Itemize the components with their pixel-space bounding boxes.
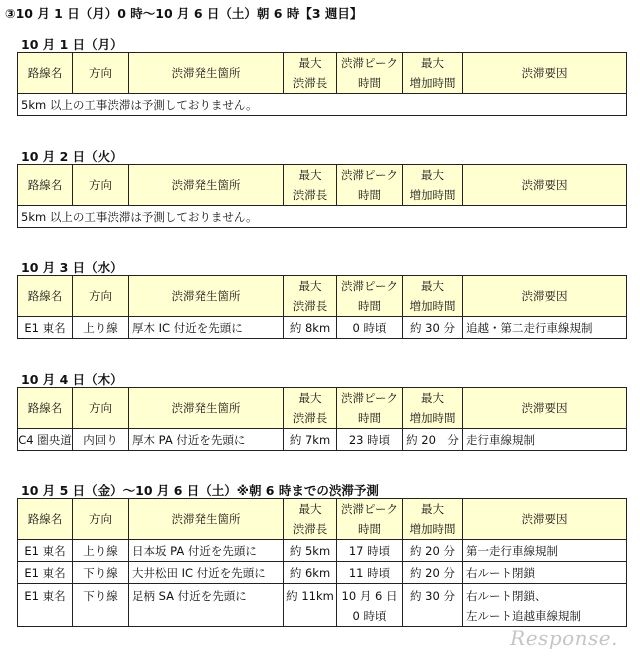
section-title: 10 月 2 日（火） [21,149,123,164]
header-location: 渋滞発生箇所 [129,388,284,429]
header-max-increase-line: 増加時間 [409,76,456,90]
cell-route: E1 東名 [18,584,73,627]
header-max-increase-line: 増加時間 [409,299,456,313]
header-max-increase-line: 最大 [421,502,444,516]
header-route: 路線名 [18,165,73,206]
header-peak-time-line: 渋滞ピーク [340,168,399,182]
header-max-increase-line: 最大 [421,168,444,182]
congestion-table [17,275,627,339]
cell-location: 厚木 IC 付近を先頭に [129,317,284,339]
congestion-table [17,498,627,627]
header-route: 路線名 [18,388,73,429]
cell-direction: 下り線 [73,584,129,627]
header-max-increase-line: 増加時間 [409,522,456,536]
header-max-increase [403,53,463,94]
header-peak-time-line: 時間 [358,188,381,202]
header-max-increase [403,276,463,317]
cell-peak-time: 0 時頃 [337,317,403,339]
cell-cause-line: 左ルート追越車線規制 [466,609,581,623]
table-header-row [18,388,627,429]
header-direction: 方向 [73,276,129,317]
cell-cause: 第一走行車線規制 [463,540,627,562]
header-peak-time-line: 渋滞ピーク [340,56,399,70]
header-direction: 方向 [73,53,129,94]
cell-max-length: 約 11km [284,584,337,627]
header-peak-time-line: 渋滞ピーク [340,502,399,516]
cell-route: C4 圏央道 [18,429,73,451]
header-max-increase-line: 増加時間 [409,411,456,425]
cell-route: E1 東名 [18,540,73,562]
section-title: 10 月 4 日（木） [21,372,123,387]
header-max-length-line: 最大 [298,168,322,182]
header-peak-time [337,276,403,317]
cell-max-increase: 約 20 分 [403,562,463,584]
header-direction: 方向 [73,165,129,206]
header-max-length-line: 渋滞長 [292,299,328,313]
header-max-length-line: 渋滞長 [292,188,328,202]
header-peak-time [337,53,403,94]
cell-peak-time-line: 0 時頃 [352,609,387,623]
header-max-length [284,388,337,429]
header-max-increase-line: 最大 [421,391,444,405]
header-max-length [284,499,337,540]
header-location: 渋滞発生箇所 [129,276,284,317]
header-max-increase-line: 最大 [421,56,444,70]
cell-max-increase: 約 20 分 [403,540,463,562]
header-max-length-line: 渋滞長 [292,76,328,90]
cell-peak-time [337,584,403,627]
header-location: 渋滞発生箇所 [129,499,284,540]
header-max-length-line: 渋滞長 [292,411,328,425]
table-row [18,94,627,116]
cell-cause: 右ルート閉鎖 [463,562,627,584]
header-max-length [284,165,337,206]
header-max-length-line: 渋滞長 [292,522,328,536]
table-row [18,317,627,339]
congestion-table [17,52,627,116]
congestion-table [17,164,627,228]
table-row [18,562,627,584]
header-max-length-line: 最大 [298,56,322,70]
header-cause: 渋滞要因 [463,388,627,429]
header-peak-time-line: 時間 [358,76,381,90]
cell-cause: 追越・第二走行車線規制 [463,317,627,339]
table-row [18,584,627,627]
cell-max-length: 約 5km [284,540,337,562]
header-peak-time-line: 時間 [358,522,381,536]
cell-route: E1 東名 [18,317,73,339]
cell-max-length: 約 7km [284,429,337,451]
header-peak-time [337,499,403,540]
cell-max-increase: 約 30 分 [403,584,463,627]
table-header-row [18,276,627,317]
watermark-logo: Response. [510,626,618,650]
cell-peak-time: 11 時頃 [337,562,403,584]
cell-location: 日本坂 PA 付近を先頭に [129,540,284,562]
cell-peak-time-line: 10 月 6 日 [341,589,398,603]
cell-peak-time: 23 時頃 [337,429,403,451]
cell-location: 大井松田 IC 付近を先頭に [129,562,284,584]
header-cause: 渋滞要因 [463,53,627,94]
cell-direction: 下り線 [73,562,129,584]
page-title: ③10 月 1 日（月）0 時～10 月 6 日（土）朝 6 時【3 週目】 [5,6,363,21]
header-cause: 渋滞要因 [463,276,627,317]
cell-direction: 上り線 [73,540,129,562]
cell-route: E1 東名 [18,562,73,584]
header-max-increase [403,499,463,540]
cell-max-increase: 約 30 分 [403,317,463,339]
header-max-length-line: 最大 [298,502,322,516]
header-peak-time [337,388,403,429]
header-cause: 渋滞要因 [463,165,627,206]
header-direction: 方向 [73,388,129,429]
header-peak-time-line: 渋滞ピーク [340,391,399,405]
congestion-table [17,387,627,451]
header-route: 路線名 [18,499,73,540]
table-header-row [18,53,627,94]
cell-direction: 上り線 [73,317,129,339]
cell-direction: 内回り [73,429,129,451]
cell-cause-line: 右ルート閉鎖、 [466,589,547,603]
header-peak-time-line: 時間 [358,299,381,313]
cell-cause: 走行車線規制 [463,429,627,451]
header-max-increase [403,388,463,429]
no-forecast-note: 5km 以上の工事渋滞は予測しておりません。 [18,206,627,228]
header-location: 渋滞発生箇所 [129,165,284,206]
section-title: 10 月 1 日（月） [21,37,123,52]
header-max-length [284,53,337,94]
header-max-length-line: 最大 [298,279,322,293]
header-peak-time-line: 時間 [358,411,381,425]
header-max-increase-line: 最大 [421,279,444,293]
header-direction: 方向 [73,499,129,540]
header-peak-time [337,165,403,206]
table-row [18,206,627,228]
no-forecast-note: 5km 以上の工事渋滞は予測しておりません。 [18,94,627,116]
cell-max-increase: 約 20 分 [403,429,463,451]
header-route: 路線名 [18,276,73,317]
cell-max-length: 約 8km [284,317,337,339]
header-peak-time-line: 渋滞ピーク [340,279,399,293]
section-title: 10 月 5 日（金）～10 月 6 日（土）※朝 6 時までの渋滞予測 [21,483,379,498]
table-row [18,540,627,562]
header-cause: 渋滞要因 [463,499,627,540]
section-title: 10 月 3 日（水） [21,260,123,275]
table-header-row [18,499,627,540]
table-header-row [18,165,627,206]
header-location: 渋滞発生箇所 [129,53,284,94]
cell-max-length: 約 6km [284,562,337,584]
header-max-increase-line: 増加時間 [409,188,456,202]
header-route: 路線名 [18,53,73,94]
cell-location: 厚木 PA 付近を先頭に [129,429,284,451]
header-max-increase [403,165,463,206]
header-max-length-line: 最大 [298,391,322,405]
header-max-length [284,276,337,317]
cell-location: 足柄 SA 付近を先頭に [129,584,284,627]
table-row [18,429,627,451]
cell-cause [463,584,627,627]
cell-peak-time: 17 時頃 [337,540,403,562]
